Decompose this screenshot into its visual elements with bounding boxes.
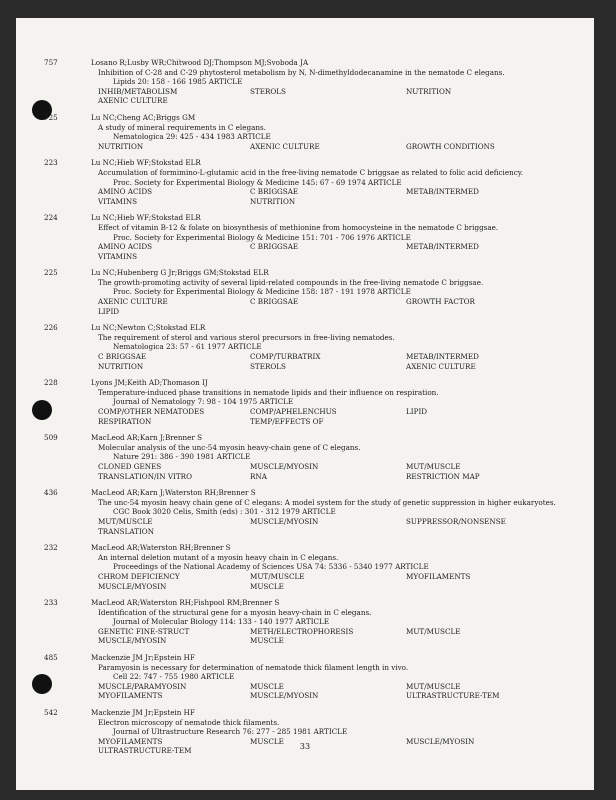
bibliography-entry	[16, 158, 594, 206]
keyword: MUSCLE/MYOSIN	[250, 691, 319, 701]
keyword-row	[16, 307, 594, 317]
keyword: MUSCLE	[250, 636, 284, 646]
entry-authors: MacLeod AR;Waterston RH;Fishpool RM;Brenner S	[91, 598, 280, 608]
keyword: AMINO ACIDS	[98, 187, 153, 197]
keyword-row	[16, 252, 594, 262]
keyword: MUSCLE/MYOSIN	[98, 581, 167, 591]
entry-title: The unc-54 myosin heavy chain gene of C elegans: A model system for the study of genetic suppression in higher eukaryotes.	[98, 497, 556, 507]
keyword: C BRIGGSAE	[250, 187, 299, 197]
keyword: CLONED GENES	[98, 461, 162, 471]
keyword-row	[16, 527, 594, 537]
keyword-row	[16, 87, 594, 97]
entry-number: 232	[44, 543, 58, 553]
entry-title: Effect of vitamin B-12 & folate on biosynthesis of methionine from homocysteine in the nematode C briggsae.	[98, 222, 499, 232]
entry-authors: Mackenzie JM Jr;Epstein HF	[91, 708, 195, 718]
entry-number: 509	[44, 433, 58, 443]
keyword: INHIB/METABOLISM	[98, 86, 178, 96]
entry-title: Temperature-induced phase transitions in nematode lipids and their influence on respiration.	[98, 387, 439, 397]
keyword: MYOFILAMENTS	[98, 736, 163, 746]
entry-citation: Nature 291: 386 - 390 1981 ARTICLE	[113, 452, 251, 462]
entry-title: A study of mineral requirements in C elegans.	[98, 122, 266, 132]
keyword: C BRIGGSAE	[98, 352, 147, 362]
entry-title: An internal deletion mutant of a myosin heavy chain in C elegans.	[98, 552, 339, 562]
entry-citation: Proceedings of the National Academy of Sciences USA 74: 5336 - 5340 1977 ARTICLE	[113, 562, 429, 572]
keyword-row	[16, 242, 594, 252]
keyword: AMINO ACIDS	[98, 242, 153, 252]
keyword-row	[16, 417, 594, 427]
entry-authors: Losano R;Lusby WR;Chitwood DJ;Thompson MJ;Svoboda JA	[91, 58, 309, 67]
keyword: MUSCLE	[250, 681, 284, 691]
entry-number: 223	[44, 158, 58, 168]
keyword: NUTRITION	[250, 196, 296, 206]
keyword: MUSCLE/MYOSIN	[98, 636, 167, 646]
keyword: MUT/MUSCLE	[406, 626, 461, 636]
entry-title: Inhibition of C-28 and C-29 phytosterol metabolism by N, N-dimethyldodecanamine in the nematode C elegans.	[98, 67, 505, 77]
keyword-row	[16, 142, 594, 152]
entry-authors: Lyons JM;Keith AD;Thomason IJ	[91, 378, 208, 388]
entry-citation: Lipids 20: 158 - 166 1985 ARTICLE	[113, 77, 243, 87]
entry-citation: Cell 22: 747 - 755 1980 ARTICLE	[113, 672, 235, 682]
keyword-row	[16, 352, 594, 362]
keyword: MUSCLE/MYOSIN	[250, 516, 319, 526]
keyword: SUPPRESSOR/NONSENSE	[406, 516, 506, 526]
entry-citation: CGC Book 3020 Celis, Smith (eds) : 301 - 312 1979 ARTICLE	[113, 507, 336, 517]
keyword-row	[16, 682, 594, 692]
entry-title: Electron microscopy of nematode thick filaments.	[98, 717, 280, 727]
entry-authors: MacLeod AR;Karn J;Brenner S	[91, 433, 203, 443]
keyword: GROWTH FACTOR	[406, 297, 475, 307]
entry-citation: Proc. Society for Experimental Biology & Medicine 158: 187 - 191 1978 ARTICLE	[113, 287, 411, 297]
bibliography-entry	[16, 113, 594, 151]
keyword: AXENIC CULTURE	[98, 96, 168, 106]
keyword: RESTRICTION MAP	[406, 471, 480, 481]
entry-number: 542	[44, 708, 58, 718]
keyword: MYOFILAMENTS	[406, 571, 471, 581]
bibliography-entry	[16, 378, 594, 426]
entry-authors: Mackenzie JM Jr;Epstein HF	[91, 653, 195, 663]
keyword: VITAMINS	[98, 196, 138, 206]
document-page	[16, 18, 594, 790]
bibliography-list	[16, 58, 594, 763]
entry-number: 725	[44, 112, 58, 122]
keyword-row	[16, 636, 594, 646]
keyword: AXENIC CULTURE	[250, 141, 320, 151]
keyword-row	[16, 96, 594, 106]
entry-number: 485	[44, 653, 58, 663]
entry-number: 228	[44, 378, 58, 388]
keyword-row	[16, 691, 594, 701]
keyword: STEROLS	[250, 86, 286, 96]
keyword: MUT/MUSCLE	[406, 461, 461, 471]
keyword: MUT/MUSCLE	[406, 681, 461, 691]
keyword: ULTRASTRUCTURE-TEM	[98, 746, 192, 756]
keyword-row	[16, 362, 594, 372]
entry-citation: Journal of Ultrastructure Research 76: 277 - 285 1981 ARTICLE	[113, 727, 348, 737]
keyword: GROWTH CONDITIONS	[406, 141, 495, 151]
entry-authors: Lu NC;Hieb WF;Stokstad ELR	[91, 158, 201, 168]
entry-authors: Lu NC;Hubenberg G Jr;Briggs GM;Stokstad ELR	[91, 268, 269, 278]
keyword-row	[16, 572, 594, 582]
bibliography-entry	[16, 213, 594, 261]
keyword-row	[16, 187, 594, 197]
keyword: AXENIC CULTURE	[406, 361, 476, 371]
entry-citation: Proc. Society for Experimental Biology & Medicine 151: 701 - 706 1976 ARTICLE	[113, 232, 411, 242]
entry-number: 436	[44, 488, 58, 498]
entry-authors: Lu NC;Cheng AC;Briggs GM	[91, 112, 196, 122]
entry-authors: Lu NC;Hieb WF;Stokstad ELR	[91, 213, 201, 223]
bibliography-entry	[16, 653, 594, 701]
keyword-row	[16, 462, 594, 472]
keyword-row	[16, 517, 594, 527]
keyword: MUSCLE/MYOSIN	[406, 736, 475, 746]
keyword-row	[16, 472, 594, 482]
keyword: NUTRITION	[98, 361, 144, 371]
entry-number: 757	[44, 58, 58, 67]
bibliography-entry	[16, 323, 594, 371]
entry-authors: Lu NC;Newton C;Stokstad ELR	[91, 323, 206, 333]
keyword: MUT/MUSCLE	[250, 571, 305, 581]
entry-citation: Nematologica 29: 425 - 434 1983 ARTICLE	[113, 132, 271, 142]
bibliography-entry	[16, 268, 594, 316]
keyword: METAB/INTERMED	[406, 242, 479, 252]
bibliography-entry	[16, 488, 594, 536]
entry-title: The requirement of sterol and various sterol precursors in free-living nematodes.	[98, 332, 395, 342]
keyword: NUTRITION	[98, 141, 144, 151]
entry-citation: Journal of Molecular Biology 114: 133 - 140 1977 ARTICLE	[113, 617, 330, 627]
entry-citation: Proc. Society for Experimental Biology & Medicine 145: 67 - 69 1974 ARTICLE	[113, 177, 402, 187]
keyword: ULTRASTRUCTURE-TEM	[406, 691, 500, 701]
keyword: RNA	[250, 471, 267, 481]
entry-number: 225	[44, 268, 58, 278]
keyword: MUSCLE	[250, 581, 284, 591]
entry-citation: Nematologica 23: 57 - 61 1977 ARTICLE	[113, 342, 262, 352]
keyword: MUSCLE	[250, 736, 284, 746]
keyword: VITAMINS	[98, 251, 138, 261]
keyword: C BRIGGSAE	[250, 297, 299, 307]
keyword: AXENIC CULTURE	[98, 297, 168, 307]
keyword: STEROLS	[250, 361, 286, 371]
entry-title: Accumulation of formimino-L-glutamic acid in the free-living nematode C briggsae as related to folic acid deficiency.	[98, 167, 524, 177]
keyword: MUSCLE/PARAMYOSIN	[98, 681, 187, 691]
bibliography-entry	[16, 433, 594, 481]
entry-authors: MacLeod AR;Karn J;Waterston RH;Brenner S	[91, 488, 256, 498]
keyword: COMP/TURBATRIX	[250, 352, 321, 362]
entry-authors: MacLeod AR;Waterston RH;Brenner S	[91, 543, 231, 553]
keyword: METAB/INTERMED	[406, 187, 479, 197]
entry-title: Paramyosin is necessary for determination of nematode thick filament length in vivo.	[98, 662, 409, 672]
entry-title: Molecular analysis of the unc-54 myosin heavy-chain gene of C elegans.	[98, 442, 361, 452]
keyword: LIPID	[406, 407, 428, 416]
bibliography-entry	[16, 598, 594, 646]
keyword-row	[16, 197, 594, 207]
keyword-row	[16, 627, 594, 637]
keyword-row	[16, 297, 594, 307]
keyword: C BRIGGSAE	[250, 242, 299, 252]
keyword: TEMP/EFFECTS OF	[250, 416, 324, 426]
keyword: CHROM DEFICIENCY	[98, 571, 180, 581]
entry-number: 233	[44, 598, 58, 608]
entry-title: Identification of the structural gene for a myosin heavy-chain in C elegans.	[98, 607, 372, 617]
keyword: RESPIRATION	[98, 416, 152, 426]
page-number: 33	[299, 742, 311, 751]
entry-number: 224	[44, 213, 58, 223]
keyword: TRANSLATION	[98, 526, 154, 536]
keyword-row	[16, 582, 594, 592]
bibliography-entry	[16, 58, 594, 106]
keyword: COMP/APHELENCHUS	[250, 407, 337, 416]
keyword: TRANSLATION/IN VITRO	[98, 471, 192, 481]
keyword: LIPID	[98, 306, 120, 316]
keyword: GENETIC FINE-STRUCT	[98, 626, 190, 636]
keyword: NUTRITION	[406, 86, 452, 96]
keyword: MUT/MUSCLE	[98, 516, 153, 526]
entry-title: The growth-promoting activity of several lipid-related compounds in the free-living nematode C briggsae.	[98, 277, 484, 287]
entry-number: 226	[44, 323, 58, 333]
entry-citation: Journal of Nematology 7: 98 - 104 1975 ARTICLE	[113, 397, 294, 407]
bibliography-entry	[16, 543, 594, 591]
keyword: MYOFILAMENTS	[98, 691, 163, 701]
keyword: METH/ELECTROPHORESIS	[250, 626, 354, 636]
keyword: COMP/OTHER NEMATODES	[98, 407, 205, 416]
keyword: MUSCLE/MYOSIN	[250, 461, 319, 471]
keyword-row	[16, 407, 594, 417]
keyword: METAB/INTERMED	[406, 352, 479, 362]
